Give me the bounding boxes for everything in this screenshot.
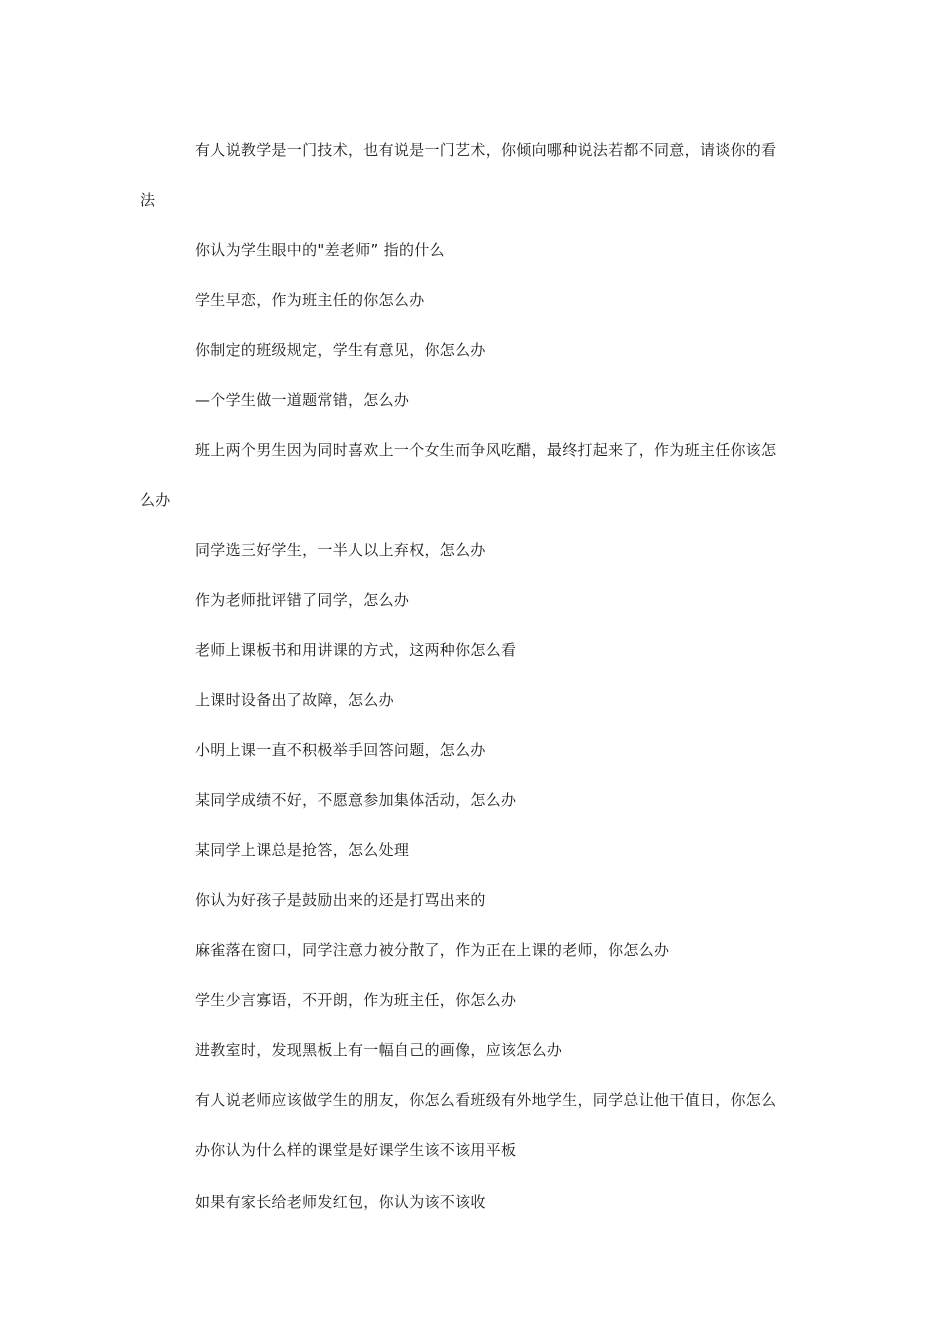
question-line-3: 学生早恋，作为班主任的你怎么办 <box>195 291 425 309</box>
question-line-16: 学生少言寡语，不开朗，作为班主任，你怎么办 <box>195 991 517 1009</box>
question-line-1-continued: 法 <box>140 191 156 209</box>
question-line-17: 进教室时，发现黑板上有一幅自己的画像，应该怎么办 <box>195 1041 563 1059</box>
question-line-1: 有人说教学是一门技术，也有说是一门艺术，你倾向哪种说法若都不同意，请谈你的看 <box>195 141 777 159</box>
question-line-14: 你认为好孩子是鼓励出来的还是打骂出来的 <box>195 891 486 909</box>
question-line-19: 办你认为什么样的课堂是好课学生该不该用平板 <box>195 1141 517 1159</box>
question-line-18: 有人说老师应该做学生的朋友，你怎么看班级有外地学生，同学总让他干值日，你怎么 <box>195 1091 777 1109</box>
question-line-12: 某同学成绩不好，不愿意参加集体活动，怎么办 <box>195 791 517 809</box>
question-line-10: 上课时设备出了故障，怎么办 <box>195 691 394 709</box>
question-line-5: —个学生做一道题常错，怎么办 <box>195 391 410 409</box>
question-line-2: 你认为学生眼中的"差老师” 指的什么 <box>195 241 445 259</box>
question-line-11: 小明上课一直不积极举手回答问题，怎么办 <box>195 741 486 759</box>
question-line-15: 麻雀落在窗口，同学注意力被分散了，作为正在上课的老师，你怎么办 <box>195 941 670 959</box>
question-line-20: 如果有家长给老师发红包，你认为该不该收 <box>195 1193 486 1211</box>
question-line-8: 作为老师批评错了同学，怎么办 <box>195 591 410 609</box>
question-line-13: 某同学上课总是抢答，怎么处理 <box>195 841 410 859</box>
question-line-7: 同学选三好学生，一半人以上弃权，怎么办 <box>195 541 486 559</box>
question-line-6: 班上两个男生因为同时喜欢上一个女生而争风吃醋，最终打起来了，作为班主任你该怎 <box>195 441 777 459</box>
question-line-6-continued: 么办 <box>140 491 171 509</box>
question-line-9: 老师上课板书和用讲课的方式，这两种你怎么看 <box>195 641 517 659</box>
question-line-4: 你制定的班级规定，学生有意见，你怎么办 <box>195 341 486 359</box>
